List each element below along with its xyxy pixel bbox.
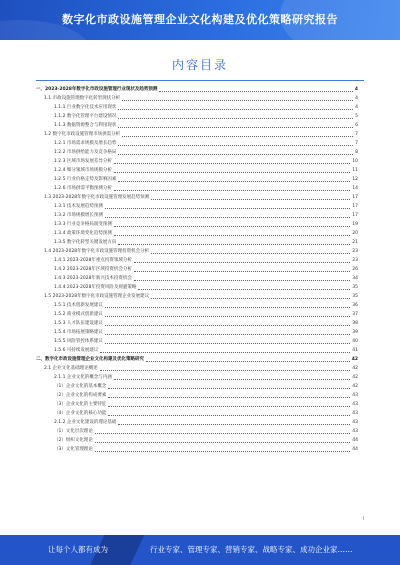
toc-entry-label: 2.1.1 企业文化的概念与内涵 xyxy=(54,375,112,380)
toc-entry[interactable] xyxy=(36,139,358,148)
toc-entry-label: 1.3.5 数字化转型关键发展方向 xyxy=(54,240,117,245)
toc-leader-dots xyxy=(118,145,353,146)
toc-leader-dots xyxy=(114,172,350,173)
toc-leader-dots xyxy=(105,316,350,317)
toc-entry[interactable] xyxy=(36,202,358,211)
toc-entry[interactable] xyxy=(36,328,358,337)
toc-leader-dots xyxy=(159,91,352,92)
toc-leader-dots xyxy=(118,424,350,425)
toc-entry-page: 35 xyxy=(352,285,358,290)
toc-entry-page: 23 xyxy=(352,249,358,254)
toc-leader-dots xyxy=(105,217,350,218)
toc-entry-label: 1.2.3 区域市场发展差异分析 xyxy=(54,159,112,164)
toc-entry-label: 1.2.6 市场供需平衡预测分析 xyxy=(54,186,112,191)
toc-entry[interactable] xyxy=(36,373,358,382)
document-title: 数字化市政设施管理企业文化构建及优化策略研究报告 xyxy=(62,13,338,26)
toc-leader-dots xyxy=(114,190,350,191)
toc-entry-page: 14 xyxy=(352,186,358,191)
toc-entry-label: 1.4.1 2023-2028年重点投资领域分析 xyxy=(54,258,132,263)
toc-entry-label: （2）企业文化的构成要素 xyxy=(54,393,107,398)
toc-leader-dots xyxy=(105,208,350,209)
toc-entry-page: 5 xyxy=(355,114,358,119)
toc-entry-label: 1.1.3 数据资源整合与利用现状 xyxy=(54,123,117,128)
toc-entry-page: 4 xyxy=(355,105,358,110)
toc-entry[interactable] xyxy=(36,400,358,409)
table-of-contents xyxy=(36,85,358,454)
toc-entry-page: 7 xyxy=(355,132,358,137)
toc-entry-label: 2.1.2 企业文化建设的理论基础 xyxy=(54,420,117,425)
toc-entry[interactable] xyxy=(36,94,358,103)
toc-entry[interactable] xyxy=(36,211,358,220)
toc-leader-dots xyxy=(95,433,350,434)
toc-entry-label: 1.3 2023-2028年数字化市政设施管理发展趋势预测 xyxy=(44,195,150,200)
toc-entry[interactable] xyxy=(36,166,358,175)
toc-entry-page: 7 xyxy=(355,141,358,146)
toc-entry[interactable] xyxy=(36,220,358,229)
toc-leader-dots xyxy=(118,118,353,119)
toc-entry-page: 36 xyxy=(352,303,358,308)
toc-entry-page: 42 xyxy=(352,366,358,371)
toc-entry-page: 44 xyxy=(352,438,358,443)
toc-leader-dots xyxy=(100,352,350,353)
footer-slogan-right: 行业专家、管理专家、营销专家、战略专家、成功企业家…… xyxy=(150,545,353,554)
toc-leader-dots xyxy=(146,361,350,362)
toc-entry[interactable] xyxy=(36,382,358,391)
toc-entry-label: 1.3.2 市场规模增长预测 xyxy=(54,213,103,218)
toc-leader-dots xyxy=(134,271,350,272)
toc-entry-page: 8 xyxy=(355,150,358,155)
toc-entry[interactable] xyxy=(36,310,358,319)
toc-entry[interactable] xyxy=(36,409,358,418)
toc-entry[interactable] xyxy=(36,130,358,139)
toc-leader-dots xyxy=(118,109,353,110)
page-number: I xyxy=(362,516,364,522)
toc-leader-dots xyxy=(151,199,350,200)
toc-entry-label: 1.3.4 政策环境变化趋势预测 xyxy=(54,231,112,236)
toc-entry-page: 35 xyxy=(352,294,358,299)
toc-entry-page: 43 xyxy=(352,393,358,398)
toc-entry-page: 43 xyxy=(352,429,358,434)
toc-leader-dots xyxy=(108,406,350,407)
footer-slogan-left: 让每个人都有成为 xyxy=(48,545,108,554)
page-header xyxy=(0,0,400,40)
toc-entry-page: 17 xyxy=(352,195,358,200)
toc-entry-label: 1.3.3 行业竞争格局演变预测 xyxy=(54,222,112,227)
toc-entry-label: 1.2.5 行业价格走势及影响因素 xyxy=(54,177,117,182)
toc-entry-label: 1.5.6 可持续发展建议 xyxy=(54,348,99,353)
toc-entry[interactable] xyxy=(36,229,358,238)
toc-leader-dots xyxy=(134,262,350,263)
toc-entry[interactable] xyxy=(36,283,358,292)
toc-leader-dots xyxy=(122,136,353,137)
toc-entry[interactable] xyxy=(36,193,358,202)
toc-leader-dots xyxy=(105,334,350,335)
toc-entry-page: 17 xyxy=(352,204,358,209)
toc-entry-page: 43 xyxy=(352,420,358,425)
toc-entry[interactable] xyxy=(36,148,358,157)
toc-divider xyxy=(36,80,364,81)
toc-leader-dots xyxy=(100,370,351,371)
toc-entry-page: 10 xyxy=(352,159,358,164)
toc-entry-page: 42 xyxy=(352,384,358,389)
toc-entry-page: 20 xyxy=(352,231,358,236)
toc-entry-label: （4）企业文化的核心功能 xyxy=(54,411,107,416)
toc-entry-label: （1）文化层次理论 xyxy=(54,429,93,434)
toc-entry-label: 二、数字化市政设施管理企业文化构建及优化策略研究 xyxy=(36,357,144,362)
toc-entry[interactable] xyxy=(36,292,358,301)
toc-entry[interactable] xyxy=(36,391,358,400)
toc-entry[interactable] xyxy=(36,301,358,310)
toc-entry-label: 1.5.4 市场拓展策略建议 xyxy=(54,330,103,335)
toc-leader-dots xyxy=(114,226,350,227)
toc-entry-label: 1.5.5 风险管控体系建议 xyxy=(54,339,103,344)
toc-entry[interactable] xyxy=(36,247,358,256)
toc-entry-page: 42 xyxy=(352,375,358,380)
toc-leader-dots xyxy=(108,397,350,398)
toc-entry-page: 43 xyxy=(352,402,358,407)
toc-leader-dots xyxy=(118,244,350,245)
toc-entry[interactable] xyxy=(36,319,358,328)
toc-entry[interactable] xyxy=(36,445,358,454)
toc-entry[interactable] xyxy=(36,175,358,184)
toc-entry-page: 17 xyxy=(352,213,358,218)
toc-entry-page: 42 xyxy=(351,357,358,362)
toc-entry[interactable] xyxy=(36,418,358,427)
toc-entry-page: 19 xyxy=(352,222,358,227)
toc-entry-label: 1.2.4 细分领域市场规模分析 xyxy=(54,168,112,173)
toc-leader-dots xyxy=(138,289,350,290)
toc-entry-label: 1.2.2 市场供给能力及竞争格局 xyxy=(54,150,117,155)
toc-entry-page: 12 xyxy=(352,177,358,182)
toc-entry[interactable] xyxy=(36,103,358,112)
toc-leader-dots xyxy=(114,235,350,236)
toc-entry[interactable] xyxy=(36,112,358,121)
toc-entry[interactable] xyxy=(36,85,358,94)
toc-entry-label: （2）组织文化理论 xyxy=(54,438,93,443)
toc-leader-dots xyxy=(108,388,350,389)
toc-entry[interactable] xyxy=(36,265,358,274)
toc-entry-page: 4 xyxy=(354,87,358,92)
toc-leader-dots xyxy=(151,298,350,299)
toc-entry-label: 1.4 2023-2028年数字化市政设施管理投资机会分析 xyxy=(44,249,150,254)
toc-entry-page: 4 xyxy=(355,96,358,101)
toc-leader-dots xyxy=(105,343,350,344)
toc-entry[interactable] xyxy=(36,238,358,247)
toc-entry-label: （1）企业文化的基本概念 xyxy=(54,384,107,389)
toc-entry-page: 11 xyxy=(352,168,358,173)
toc-leader-dots xyxy=(95,451,350,452)
toc-leader-dots xyxy=(151,253,350,254)
page-footer xyxy=(0,535,400,565)
toc-entry-label: 一、2023-2028年数字化市政设施管理行业现状及趋势预测 xyxy=(36,87,158,92)
toc-entry-label: 1.5.3 人才队伍建设建议 xyxy=(54,321,103,326)
toc-entry-page: 39 xyxy=(352,330,358,335)
toc-entry-label: 1.1.2 数字化管理平台建设情况 xyxy=(54,114,117,119)
toc-leader-dots xyxy=(105,325,350,326)
toc-leader-dots xyxy=(118,127,353,128)
toc-entry-page: 37 xyxy=(352,312,358,317)
toc-entry-label: 1.4.4 2023-2028年投资风险及规避策略 xyxy=(54,285,137,290)
toc-leader-dots xyxy=(134,280,350,281)
toc-leader-dots xyxy=(122,100,353,101)
toc-heading: 内容目录 xyxy=(171,58,228,72)
toc-entry-page: 43 xyxy=(352,411,358,416)
toc-entry[interactable] xyxy=(36,274,358,283)
toc-entry[interactable] xyxy=(36,364,358,373)
toc-entry-label: （3）企业文化的主要特征 xyxy=(54,402,107,407)
toc-leader-dots xyxy=(118,181,350,182)
toc-entry-label: 1.5 2023-2028年数字化市政设施管理企业发展建议 xyxy=(44,294,150,299)
toc-entry-label: 1.4.3 2023-2028年新兴技术投资机会 xyxy=(54,276,132,281)
toc-entry-page: 38 xyxy=(352,321,358,326)
toc-entry-label: 1.3.1 技术发展趋势预测 xyxy=(54,204,103,209)
toc-entry-label: 1.5.1 技术创新发展建议 xyxy=(54,303,103,308)
toc-entry[interactable] xyxy=(36,184,358,193)
toc-entry-label: 2.1 企业文化基础理论概述 xyxy=(44,366,98,371)
toc-entry-label: 1.2.1 市场需求规模及增长趋势 xyxy=(54,141,117,146)
toc-entry-page: 40 xyxy=(352,339,358,344)
toc-entry-label: 1.4.2 2023-2028年区域投资机会分析 xyxy=(54,267,132,272)
toc-leader-dots xyxy=(108,415,350,416)
toc-leader-dots xyxy=(118,154,353,155)
toc-entry-page: 44 xyxy=(352,447,358,452)
toc-entry[interactable] xyxy=(36,436,358,445)
toc-entry-label: （3）文化管理理论 xyxy=(54,447,93,452)
toc-leader-dots xyxy=(105,307,350,308)
toc-entry[interactable] xyxy=(36,337,358,346)
toc-leader-dots xyxy=(95,442,350,443)
toc-entry-label: 1.1.1 行业数字化技术应用现状 xyxy=(54,105,117,110)
toc-entry[interactable] xyxy=(36,346,358,355)
toc-entry-page: 21 xyxy=(352,240,358,245)
toc-entry-page: 26 xyxy=(352,267,358,272)
toc-entry[interactable] xyxy=(36,256,358,265)
toc-entry-page: 41 xyxy=(352,348,358,353)
toc-entry-label: 1.1 市政设施管理数字化转型现状分析 xyxy=(44,96,121,101)
toc-entry[interactable] xyxy=(36,121,358,130)
toc-leader-dots xyxy=(114,163,350,164)
toc-entry[interactable] xyxy=(36,427,358,436)
toc-entry-page: 6 xyxy=(355,123,358,128)
toc-entry-page: 34 xyxy=(352,276,358,281)
toc-leader-dots xyxy=(114,379,350,380)
toc-entry[interactable] xyxy=(36,355,358,364)
toc-entry[interactable] xyxy=(36,157,358,166)
toc-entry-label: 1.5.2 商业模式创新建议 xyxy=(54,312,103,317)
toc-entry-label: 1.2 数字化市政设施管理市场供需分析 xyxy=(44,132,121,137)
toc-entry-page: 23 xyxy=(352,258,358,263)
